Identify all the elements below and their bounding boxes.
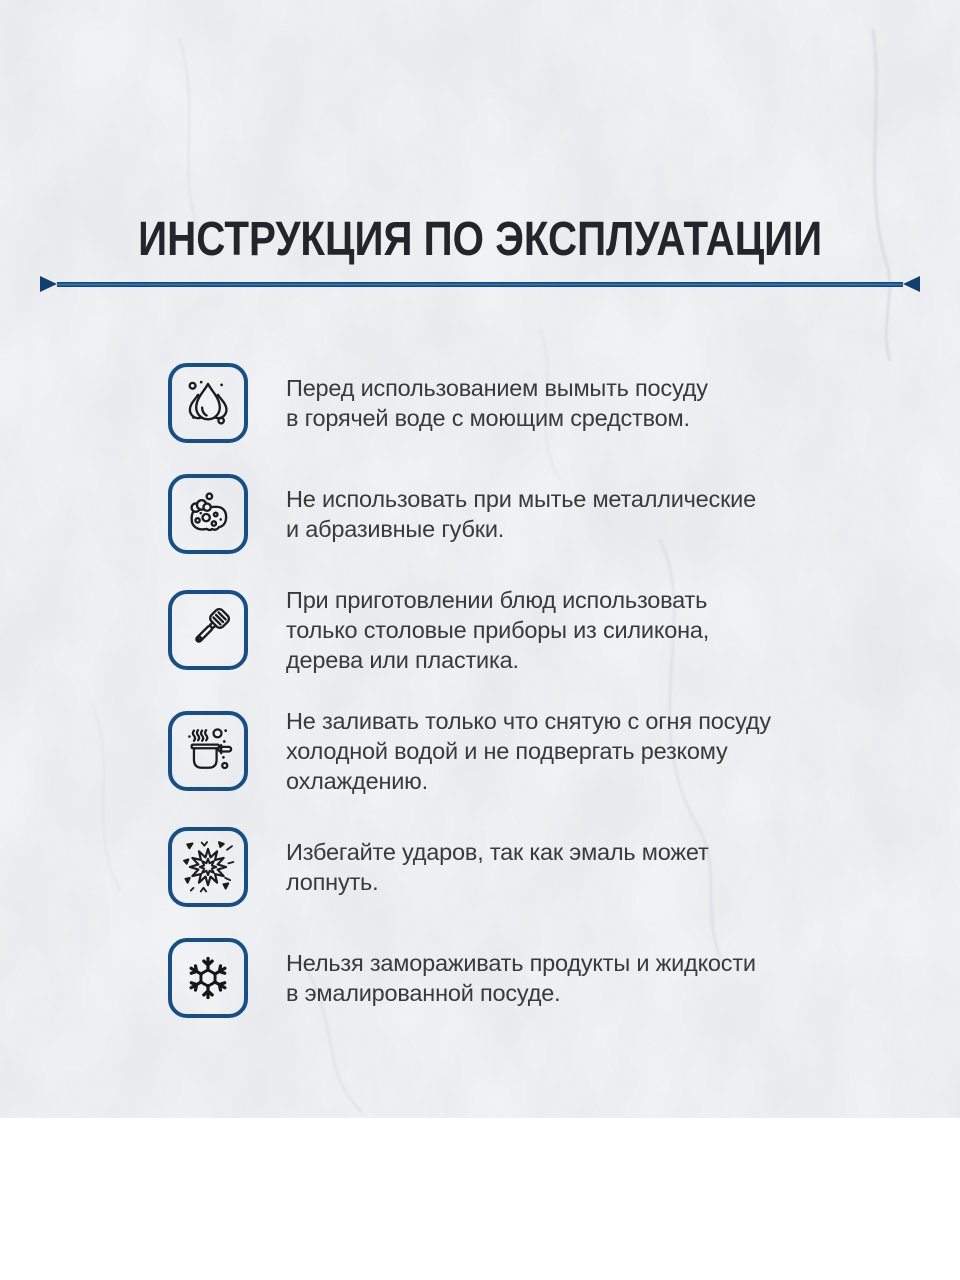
page-title: ИНСТРУКЦИЯ ПО ЭКСПЛУАТАЦИИ — [138, 213, 822, 266]
instruction-line: лопнуть. — [286, 869, 379, 895]
instruction-row-sponge — [168, 474, 920, 554]
water-drops-icon — [168, 363, 248, 443]
instruction-row-wash — [168, 363, 920, 443]
instruction-line: Не использовать при мытье металлические — [286, 486, 756, 512]
instruction-line: Избегайте ударов, так как эмаль может — [286, 839, 709, 865]
instruction-row-freeze — [168, 938, 920, 1018]
instruction-text — [286, 585, 709, 675]
instruction-text — [286, 373, 708, 433]
instruction-line: в эмалированной посуде. — [286, 980, 561, 1006]
divider — [40, 276, 920, 292]
impact-burst-icon — [168, 827, 248, 907]
instruction-text — [286, 484, 756, 544]
spatula-icon — [168, 590, 248, 670]
snowflake-icon — [168, 938, 248, 1018]
instruction-line: Перед использованием вымыть посуду — [286, 375, 708, 401]
instruction-line: Не заливать только что снятую с огня посуду — [286, 708, 771, 734]
instruction-line: При приготовлении блюд использовать — [286, 587, 708, 613]
instruction-row-thermal-shock — [168, 706, 920, 796]
instruction-text — [286, 706, 771, 796]
instruction-line: Нельзя замораживать продукты и жидкости — [286, 950, 756, 976]
instruction-line: охлаждению. — [286, 768, 428, 794]
instruction-line: холодной водой и не подвергать резкому — [286, 738, 728, 764]
hot-pan-icon — [168, 711, 248, 791]
instruction-line: только столовые приборы из силикона, — [286, 617, 710, 643]
instruction-text — [286, 948, 756, 1008]
divider-line — [57, 282, 903, 287]
instruction-line: дерева или пластика. — [286, 647, 519, 673]
divider-arrow-right-icon — [903, 276, 920, 292]
title-wrap — [0, 0, 960, 267]
instruction-line: в горячей воде с моющим средством. — [286, 405, 690, 431]
divider-arrow-left-icon — [40, 276, 57, 292]
instruction-text — [286, 837, 709, 897]
sponge-icon — [168, 474, 248, 554]
instruction-row-utensils — [168, 585, 920, 675]
instruction-line: и абразивные губки. — [286, 516, 505, 542]
instructions-list — [168, 363, 920, 1018]
instruction-row-impact — [168, 827, 920, 907]
